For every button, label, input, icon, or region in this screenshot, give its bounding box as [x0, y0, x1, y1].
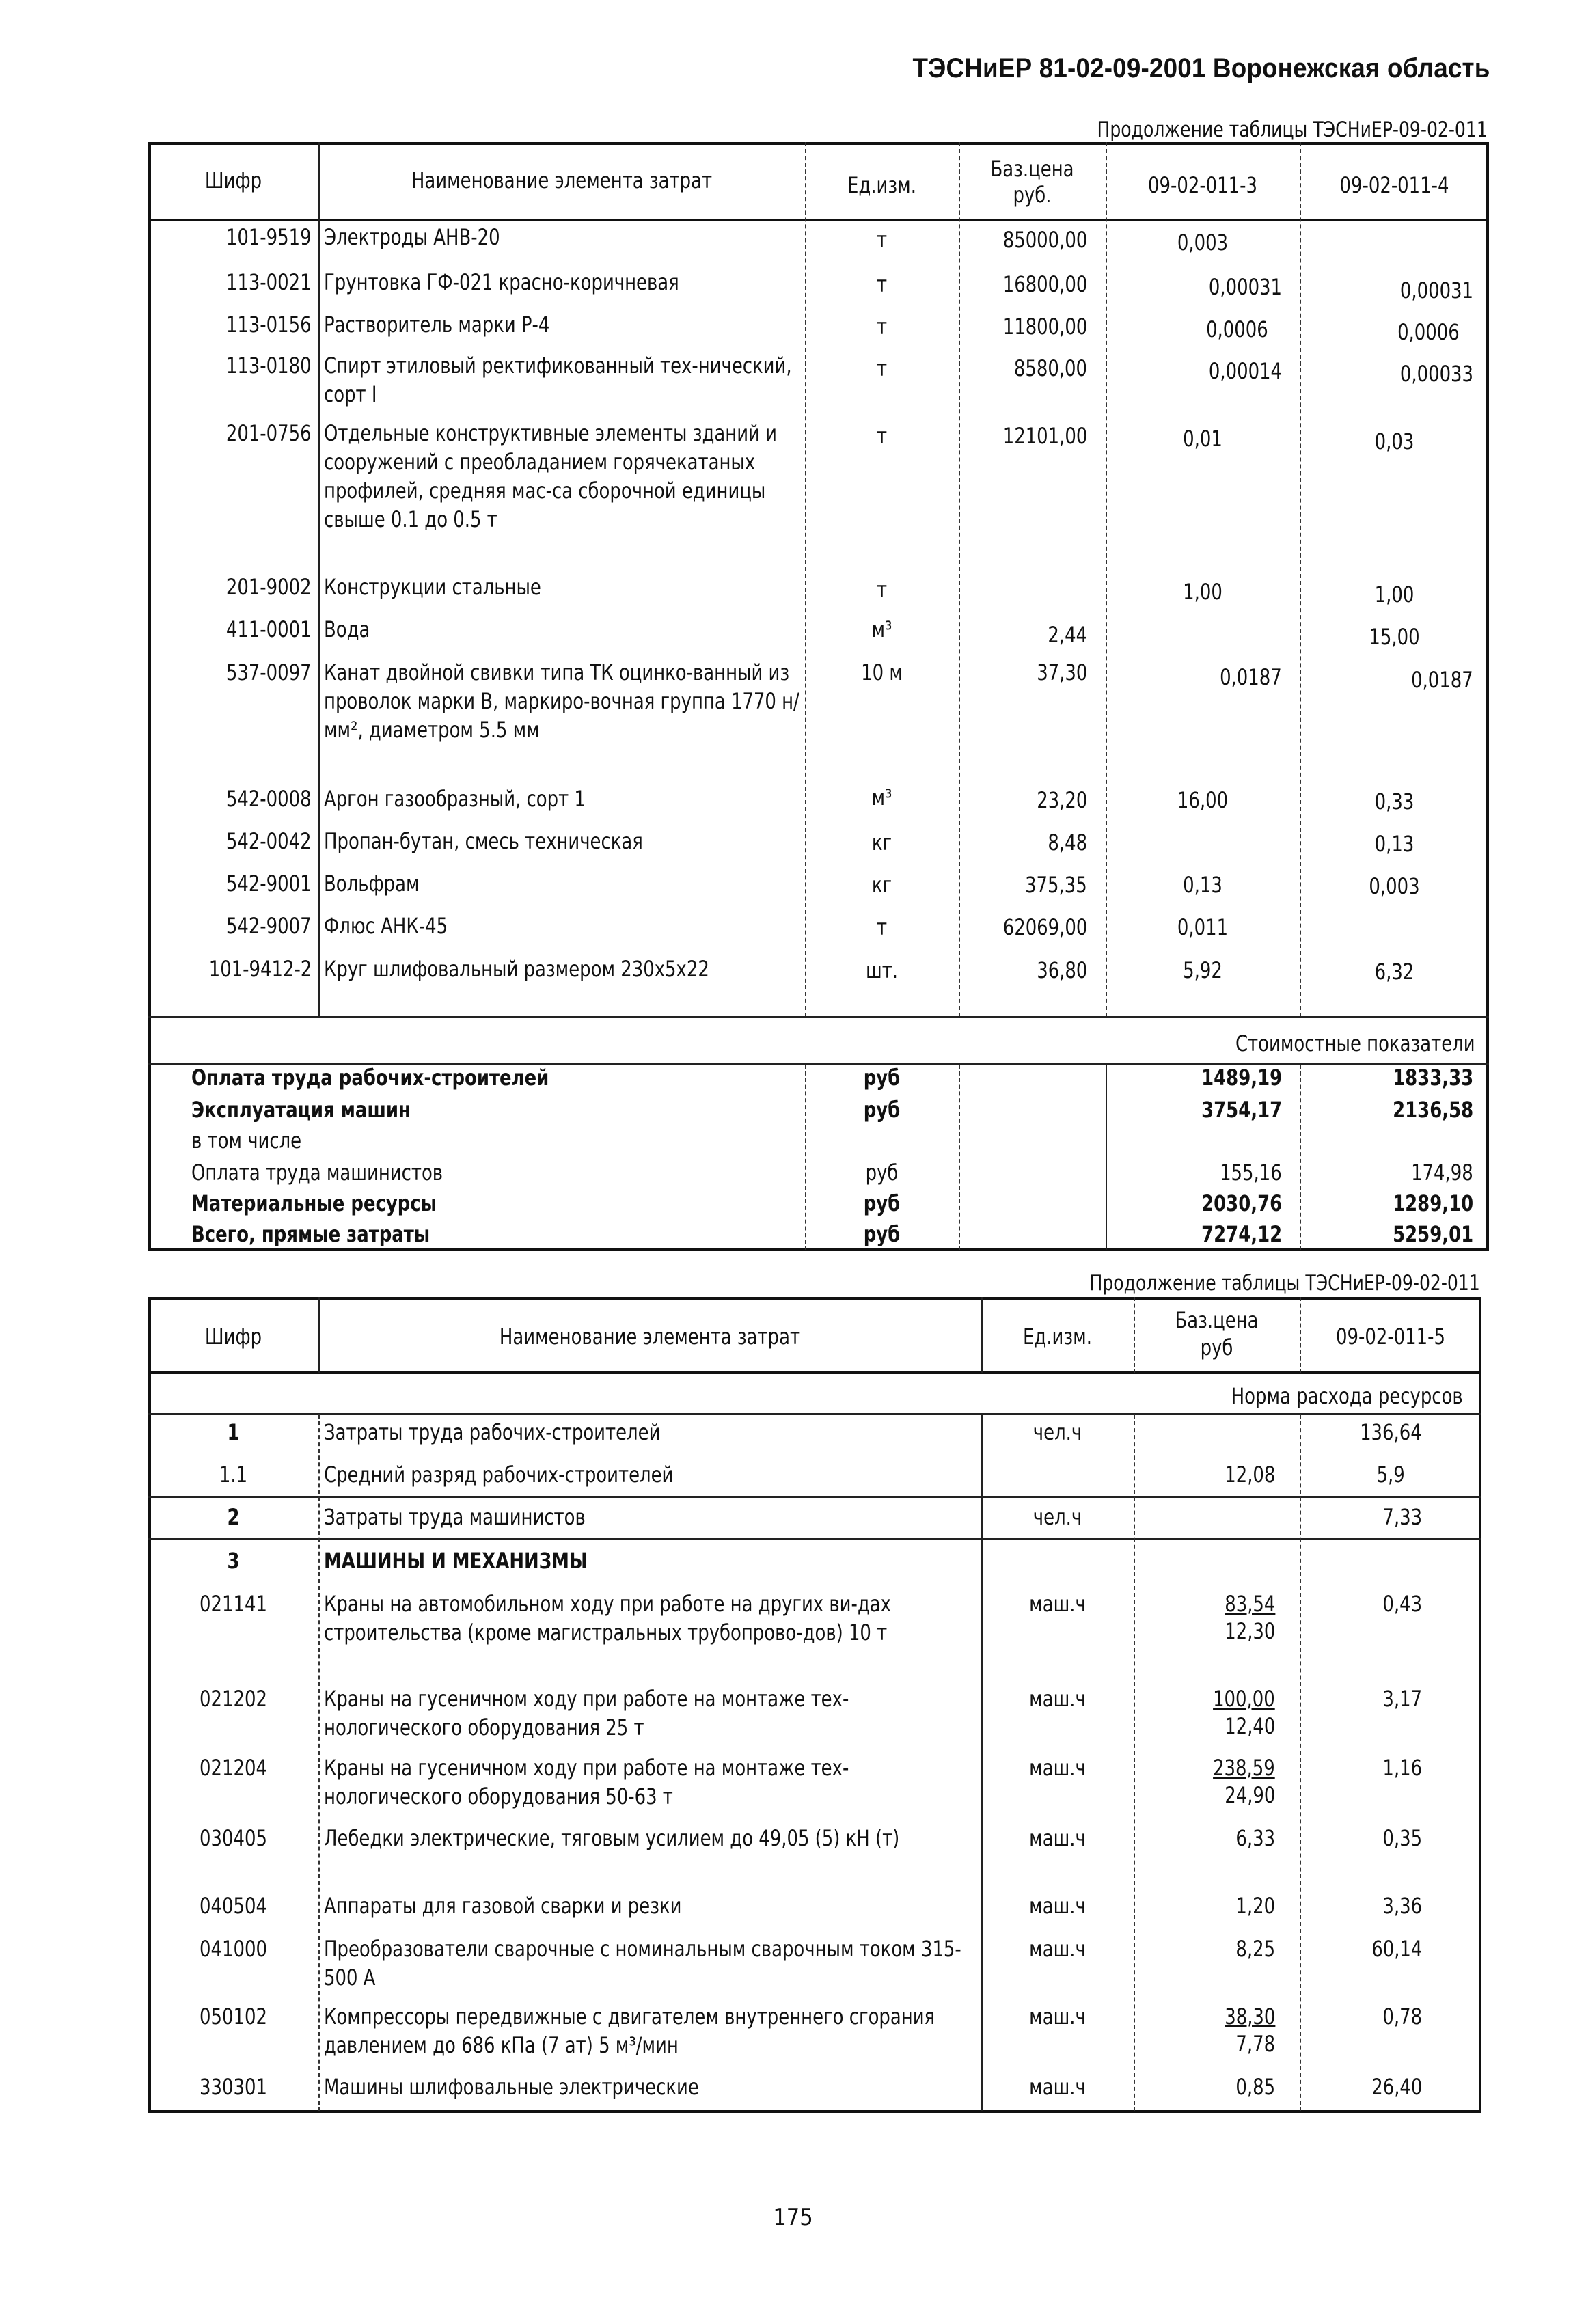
- row-price: 38,30: [1224, 2004, 1275, 2029]
- row-code: 041000: [200, 1936, 267, 1962]
- row-code: 021204: [200, 1755, 267, 1781]
- row-v5: 7,33: [1382, 1504, 1422, 1530]
- row-code: 1: [227, 1419, 240, 1445]
- page-number: 175: [773, 2204, 813, 2231]
- row-v4: 0,0006: [1397, 319, 1460, 345]
- col-divider: [318, 142, 320, 1017]
- total-v3: 1489,19: [1201, 1065, 1282, 1091]
- row-price: 62069,00: [1002, 914, 1087, 940]
- row-price: 1,20: [1235, 1893, 1275, 1919]
- total-v3: 7274,12: [1201, 1221, 1282, 1247]
- col-header-unit: Ед.изм.: [847, 172, 916, 198]
- row-code: 021202: [200, 1686, 267, 1712]
- total-label: Оплата труда рабочих-строителей: [191, 1065, 549, 1091]
- row-unit: т: [876, 314, 888, 340]
- row-name: Средний разряд рабочих-строителей: [324, 1462, 674, 1488]
- row-price-machinist: 12,30: [1224, 1618, 1275, 1644]
- row-name: Преобразователи сварочные с номинальным сварочным током 315-500 А: [324, 1936, 961, 1991]
- row-v5: 3,17: [1382, 1686, 1422, 1712]
- col-divider: [1106, 1065, 1107, 1250]
- row-price: 6,33: [1235, 1825, 1275, 1851]
- row-code: 030405: [200, 1825, 267, 1851]
- row-code: 3: [227, 1548, 240, 1574]
- row-price: 2,44: [1048, 622, 1087, 648]
- row-name: Флюс АНК-45: [324, 913, 448, 939]
- row-unit: маш.ч: [1029, 1591, 1086, 1617]
- row-price: 11800,00: [1002, 314, 1087, 340]
- row-price: 16800,00: [1002, 271, 1087, 297]
- col-divider: [1300, 1297, 1301, 1373]
- total-v3: 155,16: [1220, 1160, 1282, 1186]
- row-name: Вода: [324, 616, 370, 642]
- col-header-price-line1: Баз.цена: [990, 156, 1074, 182]
- row-unit: т: [876, 423, 888, 449]
- row-unit: шт.: [865, 957, 899, 983]
- row-v4: 0,003: [1369, 873, 1420, 899]
- row-price: 23,20: [1036, 787, 1087, 813]
- col-header-v5: 09-02-011-5: [1336, 1324, 1445, 1350]
- total-label: Всего, прямые затраты: [191, 1221, 430, 1247]
- row-code: 542-9001: [226, 871, 312, 897]
- row-unit: т: [876, 577, 888, 603]
- row-price: 12101,00: [1002, 423, 1087, 449]
- col-divider: [1134, 1414, 1135, 2111]
- col-header-price: [1142, 1307, 1291, 1361]
- row-unit: м³: [871, 784, 892, 810]
- row-code: 101-9519: [226, 224, 312, 250]
- row-v5: 26,40: [1371, 2074, 1422, 2100]
- row-name: Машины шлифовальные электрические: [324, 2074, 699, 2100]
- row-v3: 0,13: [1183, 872, 1222, 898]
- total-unit: руб: [863, 1221, 901, 1247]
- total-unit: руб: [863, 1190, 901, 1216]
- row-v4: 0,00033: [1399, 361, 1473, 387]
- table2-section-divider: [148, 1496, 1481, 1498]
- row-code: 040504: [200, 1893, 267, 1919]
- row-unit: чел.ч: [1033, 1419, 1082, 1445]
- row-price-machinist: 7,78: [1235, 2031, 1275, 2057]
- row-name: Электроды АНВ-20: [324, 224, 500, 250]
- row-name: Грунтовка ГФ-021 красно-коричневая: [324, 269, 679, 295]
- row-v5: 3,36: [1382, 1893, 1422, 1919]
- row-v3: 16,00: [1177, 787, 1229, 813]
- col-divider: [1300, 142, 1301, 1017]
- col-header-v4: 09-02-011-4: [1339, 172, 1449, 198]
- row-code: 411-0001: [226, 616, 312, 642]
- row-price: 8580,00: [1013, 355, 1087, 381]
- row-unit: кг: [871, 830, 892, 856]
- row-v3: 0,0187: [1220, 664, 1282, 690]
- col-divider: [1134, 1297, 1135, 1373]
- row-code: 2: [227, 1504, 240, 1530]
- total-v4: 1833,33: [1392, 1065, 1473, 1091]
- row-price: 85000,00: [1002, 227, 1087, 253]
- col-divider: [318, 1297, 320, 1373]
- col-divider: [1300, 1414, 1301, 2111]
- row-name: Пропан-бутан, смесь техническая: [324, 828, 643, 854]
- row-name: Затраты труда рабочих-строителей: [324, 1419, 661, 1445]
- col-header-price: [966, 156, 1099, 208]
- row-name: Компрессоры передвижные с двигателем внутреннего сгорания давлением до 686 кПа (7 ат) 5 м³/мин: [324, 2004, 935, 2058]
- row-code: 113-0180: [226, 353, 312, 379]
- row-v4: 0,13: [1374, 831, 1414, 857]
- row-v3: 0,011: [1177, 914, 1229, 940]
- row-v3: 0,01: [1183, 426, 1222, 452]
- row-unit: т: [876, 227, 888, 253]
- row-v4: 0,33: [1374, 789, 1414, 815]
- total-label: Оплата труда машинистов: [191, 1160, 443, 1186]
- row-name: Краны на гусеничном ходу при работе на монтаже тех-нологического оборудования 25 т: [324, 1686, 849, 1740]
- row-unit: т: [876, 355, 888, 381]
- col-header-name: Наименование элемента затрат: [411, 167, 713, 193]
- row-name: Спирт этиловый ректификованный тех-нический, сорт I: [324, 353, 792, 407]
- row-v4: 15,00: [1369, 624, 1420, 650]
- col-divider: [981, 1297, 983, 1373]
- row-code: 542-9007: [226, 913, 312, 939]
- row-unit: маш.ч: [1029, 1686, 1086, 1712]
- row-price: 36,80: [1036, 957, 1087, 983]
- row-v4: 6,32: [1374, 959, 1414, 985]
- row-unit: кг: [871, 872, 892, 898]
- row-name: Круг шлифовальный размером 230х5х22: [324, 956, 709, 982]
- row-unit: маш.ч: [1029, 1893, 1086, 1919]
- col-divider: [805, 142, 806, 1017]
- row-name: Краны на автомобильном ходу при работе на других ви-дах строительства (кроме магистральных трубопрово-дов) 10 т: [324, 1591, 891, 1645]
- col-divider: [959, 142, 960, 1017]
- row-name: Затраты труда машинистов: [324, 1504, 586, 1530]
- row-name: Лебедки электрические, тяговым усилием до 49,05 (5) кН (т): [324, 1825, 900, 1851]
- row-name: Краны на гусеничном ходу при работе на монтаже тех-нологического оборудования 50-63 т: [324, 1755, 849, 1809]
- total-v4: 2136,58: [1392, 1097, 1473, 1123]
- row-price: 8,48: [1048, 830, 1087, 856]
- row-v3: 5,92: [1183, 957, 1222, 983]
- total-v3: 3754,17: [1201, 1097, 1282, 1123]
- row-unit: маш.ч: [1029, 1755, 1086, 1781]
- row-v4: 1,00: [1374, 582, 1414, 607]
- col-header-code: Шифр: [204, 1324, 262, 1350]
- col-header-code: Шифр: [204, 167, 262, 193]
- total-v4: 1289,10: [1392, 1190, 1473, 1216]
- table1-caption: Продолжение таблицы ТЭСНиЕР-09-02-011: [1097, 118, 1488, 142]
- col-header-name: Наименование элемента затрат: [499, 1324, 801, 1350]
- row-v5: 0,43: [1382, 1591, 1422, 1617]
- row-code: 542-0008: [226, 786, 312, 812]
- row-code: 101-9412-2: [208, 956, 312, 982]
- col-header-price-line2: руб.: [1013, 182, 1052, 208]
- row-v5: 5,9: [1376, 1462, 1405, 1488]
- row-price: 238,59: [1213, 1755, 1275, 1781]
- section-label-cost-indicators: Стоимостные показатели: [1235, 1030, 1475, 1056]
- row-price-machinist: 24,90: [1224, 1782, 1275, 1808]
- row-name: Аппараты для газовой сварки и резки: [324, 1893, 682, 1919]
- row-v5: 60,14: [1371, 1936, 1422, 1962]
- row-code: 050102: [200, 2004, 267, 2029]
- col-divider: [1106, 142, 1107, 1017]
- row-unit: т: [876, 271, 888, 297]
- table2-header-divider: [148, 1371, 1481, 1374]
- row-unit: маш.ч: [1029, 1825, 1086, 1851]
- row-unit: чел.ч: [1033, 1504, 1082, 1530]
- row-code: 113-0156: [226, 312, 312, 338]
- row-v5: 1,16: [1382, 1755, 1422, 1781]
- row-price-machinist: 12,40: [1224, 1713, 1275, 1739]
- row-code: 113-0021: [226, 269, 312, 295]
- row-name: Конструкции стальные: [324, 574, 541, 600]
- total-label: в том числе: [191, 1127, 302, 1153]
- row-v4: 0,00031: [1399, 277, 1473, 303]
- col-header-v3: 09-02-011-3: [1148, 172, 1257, 198]
- total-label: Материальные ресурсы: [191, 1190, 437, 1216]
- total-unit: руб: [863, 1097, 901, 1123]
- total-unit: руб: [863, 1065, 901, 1091]
- total-v4: 5259,01: [1392, 1221, 1473, 1247]
- row-name: Аргон газообразный, сорт 1: [324, 786, 586, 812]
- col-header-price-line1: Баз.цена: [1175, 1307, 1259, 1333]
- total-v3: 2030,76: [1201, 1190, 1282, 1216]
- total-unit: руб: [865, 1160, 899, 1186]
- row-price: 37,30: [1036, 659, 1087, 685]
- row-unit: 10 м: [861, 659, 903, 685]
- row-name: Отдельные конструктивные элементы зданий и сооружений с преобладанием горячекатаных профилей, средняя мас-са сборочной единицы свыше 0.1 до 0.5 т: [324, 420, 777, 532]
- row-code: 537-0097: [226, 659, 312, 685]
- row-code: 542-0042: [226, 828, 312, 854]
- col-header-price-line2: руб: [1200, 1335, 1233, 1361]
- row-price: 12,08: [1224, 1462, 1275, 1488]
- row-v5: 0,35: [1382, 1825, 1422, 1851]
- section-label-resource-norm: Норма расхода ресурсов: [1231, 1383, 1463, 1409]
- row-price: 0,85: [1235, 2074, 1275, 2100]
- row-code: 330301: [200, 2074, 267, 2100]
- row-price: 8,25: [1235, 1936, 1275, 1962]
- row-code: 201-0756: [226, 420, 312, 446]
- table2-section-divider: [148, 1413, 1481, 1415]
- page-title: ТЭСНиЕР 81-02-09-2001 Воронежская область: [912, 53, 1490, 83]
- row-unit: маш.ч: [1029, 2004, 1086, 2029]
- row-unit: т: [876, 914, 888, 940]
- table2-caption: Продолжение таблицы ТЭСНиЕР-09-02-011: [1089, 1271, 1480, 1296]
- row-unit: маш.ч: [1029, 1936, 1086, 1962]
- row-code: 1.1: [219, 1462, 248, 1488]
- row-unit: маш.ч: [1029, 2074, 1086, 2100]
- total-v4: 174,98: [1411, 1160, 1473, 1186]
- row-name: Канат двойной свивки типа ТК оцинко-ванный из проволок марки В, маркиро-вочная группа 1770 н/мм², диаметром 5.5 мм: [324, 659, 799, 743]
- row-price: 100,00: [1213, 1686, 1275, 1712]
- total-label: Эксплуатация машин: [191, 1097, 411, 1123]
- col-header-unit: Ед.изм.: [1023, 1324, 1092, 1350]
- section-heading-machines: МАШИНЫ И МЕХАНИЗМЫ: [324, 1548, 588, 1574]
- row-name: Растворитель марки Р-4: [324, 312, 550, 338]
- table1-section-divider: [148, 1016, 1489, 1018]
- row-code: 021141: [200, 1591, 267, 1617]
- row-code: 201-9002: [226, 574, 312, 600]
- row-v4: 0,0187: [1411, 667, 1473, 693]
- row-v3: 0,00014: [1208, 358, 1282, 384]
- row-v3: 0,003: [1177, 230, 1229, 256]
- row-v3: 1,00: [1183, 579, 1222, 605]
- row-v3: 0,0006: [1206, 316, 1268, 342]
- col-divider: [1300, 1065, 1301, 1250]
- row-v3: 0,00031: [1208, 274, 1282, 300]
- row-v5: 0,78: [1382, 2004, 1422, 2029]
- row-v5: 136,64: [1360, 1419, 1422, 1445]
- row-unit: м³: [871, 616, 892, 642]
- table1-header-divider: [148, 219, 1489, 221]
- row-price: 83,54: [1224, 1591, 1275, 1617]
- col-divider: [805, 1065, 806, 1250]
- table2-section-divider: [148, 1538, 1481, 1540]
- row-price: 375,35: [1025, 872, 1087, 898]
- col-divider: [959, 1065, 960, 1250]
- row-v4: 0,03: [1374, 428, 1414, 454]
- row-name: Вольфрам: [324, 871, 420, 897]
- col-divider: [318, 1414, 320, 2111]
